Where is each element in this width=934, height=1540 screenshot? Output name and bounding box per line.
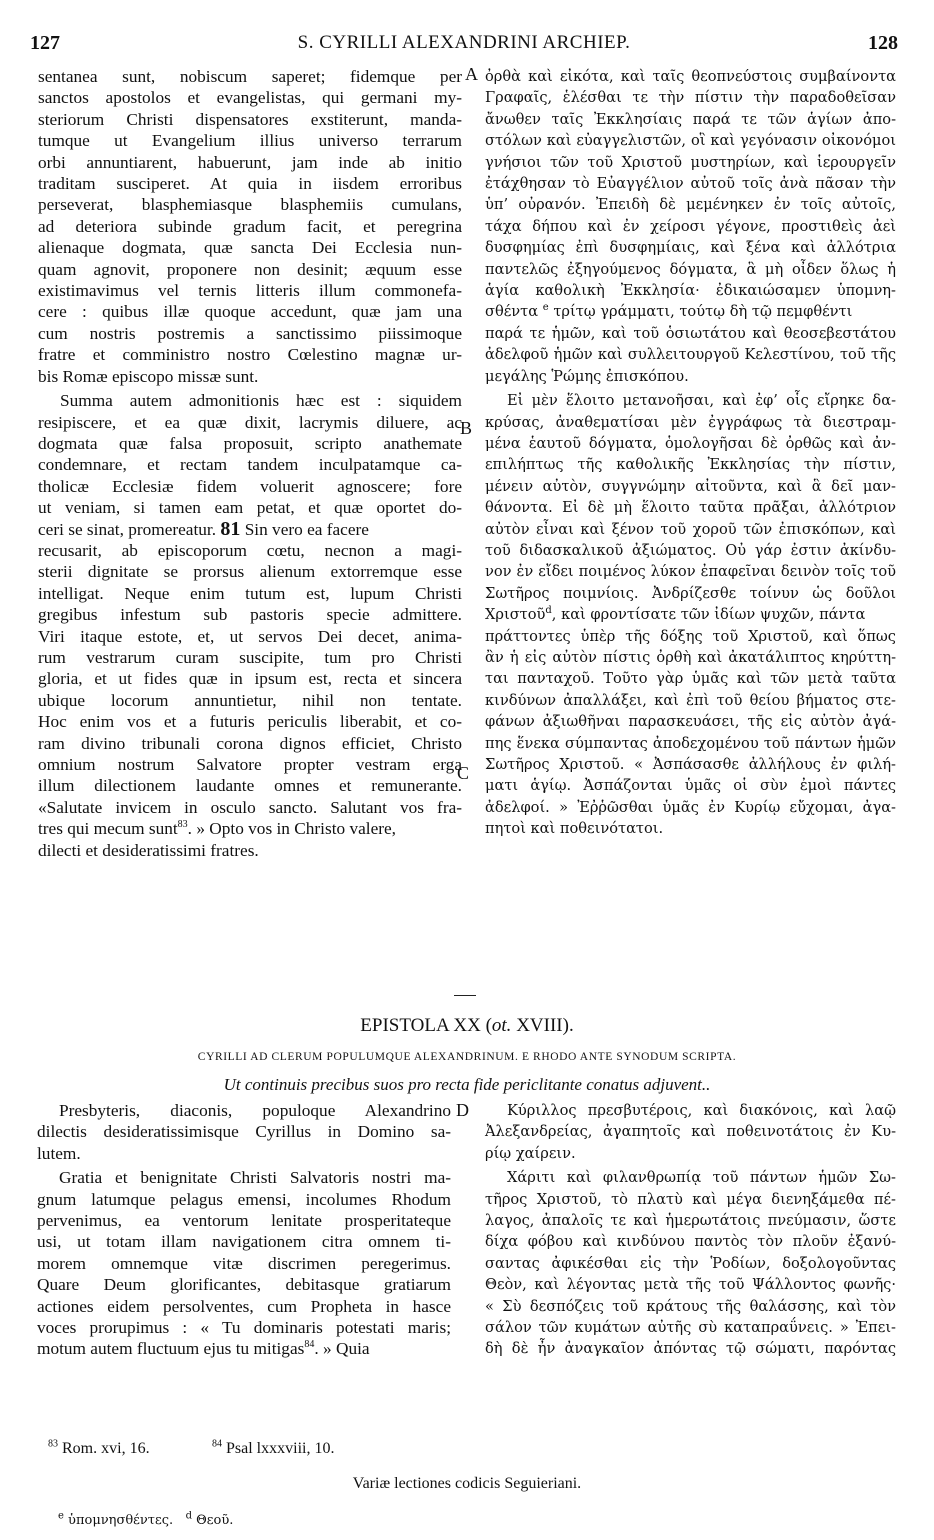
text-line: sentanea sunt, nobiscum saperet; fidemque per [38, 67, 462, 86]
footnote-ref: 83 [177, 819, 188, 831]
text-line: Viri itaque estote, et, ut servos Dei decet, anima- [38, 626, 462, 646]
text-line: steriorum Christi dispensatores exstiterunt, manda- [38, 109, 462, 129]
text-line: Χάριτι καὶ φιλανθρωπίᾳ τοῦ πάντων ἡμῶν Σω- [507, 1169, 896, 1187]
text-line: Presbyteris, diaconis, populoque Alexandrino [59, 1101, 451, 1120]
text-line: gregibus infestum sub pastoris specie admittere. [38, 605, 462, 625]
text-line: ματι ἁγίῳ. Ἀσπάζονται ὑμᾶς οἱ σὺν ἐμοὶ πάντες [485, 777, 896, 795]
text-line: κρύσας, ἀναθεματίσαι μὲν ἐγγράφως τὰ διεστραμ- [485, 413, 896, 431]
text-segment: Sin vero ea facere [244, 519, 369, 539]
text-line: illum dilectionem laudante omnes et remunerante. [38, 776, 462, 796]
text-line: Σωτῆρος Χριστοῦ. « Ἀσπάσασθε ἀλλήλους ἐν φιλή- [485, 756, 896, 773]
text-line: δυσφημίας ἐπὶ δυσφημίαις, καὶ ξένα καὶ ἀλλότρια [485, 239, 896, 257]
text-line: σάλον τῶν κυμάτων αὐτῆς σὺ καταπραΰνεις. » Ἐπει- [485, 1319, 896, 1337]
text-line: dilectis desideratissimisque Cyrillus in Domino sa- [37, 1122, 451, 1142]
footnote-text: Psal lxxxviii, 10. [222, 1440, 335, 1457]
text-line [485, 301, 896, 322]
text-line: sanctos apostolos et evangelistas, qui germani my- [38, 88, 462, 108]
text-line: Hoc enim vos et a futuris periculis liberabit, et co- [38, 712, 462, 732]
text-line: Σωτῆρος ποιμνίοις. Ἀνδρίζεσθε τοίνυν ὡς δοῦλοι [485, 584, 896, 602]
epistle-subtitle: CYRILLI AD CLERUM POPULUMQUE ALEXANDRINUM. E RHODO ANTE SYNODUM SCRIPTA. [197, 1051, 737, 1063]
page-header [30, 32, 898, 58]
text-line: ubique locorum annuntietur, nihil non tentate. [38, 690, 462, 710]
text-line: γνήσιοι τῶν τοῦ Χριστοῦ μυστηρίων, καὶ ἱερουργεῖν [485, 153, 896, 171]
text-line: actiones eidem persolventes, cum Propheta in hasce [37, 1296, 451, 1316]
text-line: ut veniam, si tamen eam petat, et quæ oportet do- [38, 498, 462, 518]
text-line: τάχα δήπου καὶ ἐν χείροσι γέγονε, προστιθεὶς ἀεὶ [485, 217, 896, 235]
text-line: Summa autem admonitionis hæc est : siquidem [60, 391, 462, 411]
text-line: παντελῶς ἐξηγούμενος δόγματα, ἃ μὴ οἶδεν ὅλως ἡ [485, 260, 896, 278]
text-line: πητοὶ καὶ ποθεινότατοι. [485, 820, 664, 838]
text-line: bis Romæ episcopo missæ sunt. [38, 366, 259, 386]
text-line: «Salutate invicem in osculo sancto. Salutant vos fra- [38, 797, 462, 817]
text-line: ἁγία καθολικὴ Ἐκκλησία· ἐδικαιώσαμεν ὑπομνη- [485, 282, 896, 300]
text-line: intelligat. Neque enim tutum est, lupum Christi [38, 583, 462, 603]
text-line: κινδύνων ἀπαλλάξει, καὶ ἐπὶ τοῦ θείου βήματος στε- [485, 691, 896, 709]
text-line: σαντας ἀφικέσθαι εἰς τὴν Ῥοδίων, δοξολογοῦντας [485, 1254, 896, 1272]
marker-c: C [457, 763, 470, 783]
text-segment: . » Quia [314, 1339, 370, 1359]
text-line: dogmata quæ falsa proposuit, scripto anathemate [38, 433, 462, 453]
variant-readings-heading: Variæ lectiones codicis Seguieriani. [352, 1475, 582, 1492]
latin-column-bottom [37, 1100, 451, 1360]
variant-text: Θεοῦ. [191, 1513, 234, 1528]
text-line: existimavimus vel ternis litteris illum commonefa- [38, 281, 462, 301]
variant-ref: d [545, 605, 552, 617]
footnote-text: Rom. xvi, 16. [58, 1440, 150, 1457]
text-line: morem omnemque vitæ discrimen peregerimus. [37, 1253, 451, 1273]
text-line: omnium nostrum Salvatore propter vestram erga [38, 755, 462, 774]
text-line: sterii dignitate se prorsus alienum extorremque esse [38, 562, 462, 582]
text-line: πης ἕνεκα σύμπαντας ἀποδεχομένου τοῦ πάντων ἡμῶν [485, 734, 896, 752]
text-line [37, 1338, 451, 1359]
text-line: ἀδελφοῦ ἡμῶν καὶ συλλειτουργοῦ Κελεστίνου, τοῦ τῆς [485, 346, 896, 364]
column-number: 81 [220, 517, 241, 540]
text-line: Γραφαῖς, ἑλέσθαι τε τὴν πίστιν τὴν παραδοθεῖσαν [485, 89, 896, 107]
text-line: μένα ἑαυτοῦ δόγματα, ὁμολογῆσαι δὲ ὀρθῶς καὶ ἀν- [485, 434, 896, 452]
variant-text: ὑπομνησθέντες. [63, 1513, 174, 1528]
footnote-ref: 84 [304, 1339, 315, 1351]
text-line: Θεὸν, καὶ λέγοντας μετὰ τῆς τοῦ Ψάλλοντος φωνῆς· [485, 1276, 896, 1294]
text-line: Εἰ μὲν ἕλοιτο μετανοῆσαι, καὶ ἐφ’ οἷς εἴρηκε δα- [507, 392, 896, 410]
text-line: dilecti et desideratissimi fratres. [38, 840, 259, 860]
text-line: usi, ut totam illam navigationem citra omnem ti- [37, 1232, 451, 1252]
text-line: νον ἐν εἴδει ποιμένος λύκον ἐπαφεῖναι δεινὸν τοῖς τοῦ [485, 563, 896, 581]
footnote-mark: 83 [48, 1438, 58, 1450]
text-line: tholicæ Ecclesiæ fidem voluerit agnoscere; fore [38, 476, 462, 496]
marker-d: D [456, 1100, 469, 1120]
text-line: μεγάλης Ῥώμης ἐπισκόπου. [485, 367, 689, 385]
text-segment: tres qui mecum sunt [38, 819, 178, 839]
text-line: θάνοντα. Εἰ δὲ μὴ ἕλοιτο ταῦτα πρᾶξαι, ἀλλότριον [485, 499, 896, 517]
epistle-title-main: EPISTOLA XX ( [360, 1015, 492, 1036]
footnote-84 [212, 1440, 334, 1458]
text-segment: σθέντα [485, 303, 539, 321]
text-line: recusarit, ab episcoporum cœtu, necnon a magi- [38, 540, 462, 560]
text-line: τοῦ διδασκαλικοῦ ἀξιώματος. Οὐ γάρ ἐστιν ἀκίνδυ- [485, 541, 896, 559]
text-line: Quare Deum glorificantes, debitasque gratiarum [37, 1275, 451, 1295]
text-line: τῆρος Χριστοῦ, τὸ πλατὺ καὶ μέγα διενηξάμεθα πέ- [485, 1190, 896, 1208]
text-line: ὑπ’ οὐρανόν. Ἐπειδὴ δὲ μεμένηκεν ἐν τοῖς αὐτοῖς, [485, 196, 896, 214]
text-line: gloria, et ut fides quæ in ipsum est, recta et sincera [38, 669, 462, 689]
greek-column-bottom [485, 1100, 896, 1360]
text-line: ἄνωθεν ταῖς Ἐκκλησίαις παρά τε τῶν ἁγίων ἀπο- [485, 110, 896, 128]
text-line: ρίῳ χαίρειν. [485, 1144, 576, 1162]
text-line: ται πανταχοῦ. Τοῦτο γὰρ ὑμᾶς καὶ τῶν μετὰ ταῦτα [485, 670, 896, 688]
text-line: ἀδελφοί. » Ἐῤῥῶσθαι ὑμᾶς ἐν Κυρίῳ εὔχομαι, ἀγα- [485, 798, 896, 816]
text-line: « Σὺ δεσπόζεις τοῦ κράτους τῆς θαλάσσης, καὶ τὸν [485, 1297, 896, 1315]
text-line: Κύριλλος πρεσβυτέροις, καὶ διακόνοις, καὶ λαῷ [507, 1102, 896, 1119]
marker-a: A [465, 64, 478, 84]
text-line: μένειν αὐτὸν, συγγνώμην αἰτοῦντα, καὶ ἃ δεῖ μαν- [485, 477, 896, 495]
text-line [485, 604, 896, 625]
text-line: ἂν ἡ εἰς αὐτὸν πίστις ὀρθὴ καὶ ἀκατάλιπτος κηρύττη- [485, 648, 896, 666]
footnote-mark: 84 [212, 1438, 222, 1450]
text-line: cum nostris postremis a sanctissimo piissimoque [38, 323, 462, 343]
epistle-title-end: XVIII). [511, 1015, 574, 1036]
text-line: tumque ut Evangelium illius universo terrarum [38, 131, 462, 151]
text-line: quam agnovit, proponere non desinit; æquum esse [38, 259, 462, 279]
text-segment: Χριστοῦ [485, 606, 546, 624]
text-line: traditam susciperet. At quia in iisdem erroribus [38, 174, 462, 194]
epistle-argument: Ut continuis precibus suos pro recta fide periclitante conatus adjuvent.. [223, 1075, 711, 1094]
marker-b: B [460, 418, 473, 438]
text-line [38, 519, 462, 540]
text-segment: motum autem fluctuum ejus tu mitigas [37, 1339, 305, 1359]
text-segment: τρίτῳ γράμματι, τούτῳ δὴ τῷ πεμφθέντι [553, 303, 853, 321]
latin-column-top [38, 66, 462, 861]
epistle-title-ot: ot. [491, 1015, 512, 1036]
text-line: resipiscere, et ea quæ dixit, lacrymis diluere, ac [38, 412, 462, 432]
text-segment: , καὶ φροντίσατε τῶν ἰδίων ψυχῶν, πάντα [551, 606, 866, 624]
text-line: δὴ δὲ ἦν ἀναγκαῖον ἀπόντας τῷ σώματι, παρόντας [485, 1340, 896, 1358]
text-line: perseverat, blasphemiasque blasphemiis cumulans, [38, 195, 462, 215]
text-line: στόλων καὶ εὐαγγελιστῶν, οἳ καὶ γεγόνασιν οἰκονόμοι [485, 132, 896, 150]
variant-mark: d [185, 1510, 192, 1522]
running-title: S. CYRILLI ALEXANDRINI ARCHIEP. [297, 32, 631, 53]
text-line: επιλήπτως τῆς καθολικῆς Ἐκκλησίας τὴν πίστιν, [485, 456, 896, 474]
text-line: orbi annuntiarent, habuerunt, jam inde ab initio [38, 152, 462, 172]
text-line: φάνων ἀξιωθῆναι παρασκευάσει, τῆς εἰς αὐτὸν ἀγά- [485, 713, 896, 731]
footnote-83 [48, 1440, 150, 1458]
text-line: ad deteriora subinde gradum facit, et peregrina [38, 216, 462, 236]
section-divider [454, 995, 476, 996]
text-line: lutem. [37, 1143, 81, 1163]
text-line: πράττοντες ὑπὲρ τῆς δόξης τοῦ Χριστοῦ, καὶ ὅπως [485, 627, 896, 645]
text-line: δίχα φόβου καὶ κινδύνου παντὸς τὸν πλοῦν ἐξανύ- [485, 1233, 896, 1251]
greek-column-top [485, 66, 896, 840]
text-line: rum vestrarum curam suscipite, tum pro Christi [38, 647, 462, 667]
variant-mark: e [58, 1510, 64, 1522]
right-page-number: 128 [868, 32, 898, 54]
text-line [38, 818, 462, 839]
epistle-title [0, 1015, 934, 1037]
variant-readings [58, 1510, 234, 1528]
text-line: Gratia et benignitate Christi Salvatoris nostri ma- [59, 1168, 451, 1188]
text-line: cere : quibus illæ quoque accedunt, quæ jam una [38, 302, 462, 322]
text-segment: ceri se sinat, promereatur. [38, 519, 217, 539]
text-line: alienaque dogmata, quæ sancta Dei Ecclesia nun- [38, 238, 462, 258]
text-segment: . » Opto vos in Christo valere, [187, 819, 396, 839]
text-line: ram divino tribunali corona dignos efficiet, Christo [38, 733, 462, 753]
variant-ref: e [542, 302, 549, 314]
text-line: condemnare, et rectam tandem inculpatamque ca- [38, 455, 462, 475]
text-line: λαγος, ἀπαλοῖς τε καὶ ἡμερωτάτοις πνεύμασιν, ὥστε [485, 1212, 896, 1230]
left-page-number: 127 [30, 32, 60, 54]
text-line: ἐτάχθησαν τὸ Εὐαγγέλιον αὐτοῦ τοῖς ἀνὰ πᾶσαν τὴν [485, 175, 896, 193]
text-line: ὀρθὰ καὶ εἰκότα, καὶ ταῖς θεοπνεύστοις συμβαίνοντα [485, 68, 896, 85]
text-line: gnum latumque pelagus emensi, incolumes Rhodum [37, 1189, 451, 1209]
text-line: παρά τε ἡμῶν, καὶ τοῦ ὁσιωτάτου καὶ θεοσεβεστάτου [485, 324, 896, 342]
text-line: fratre et comministro nostro Cœlestino magnæ ur- [38, 345, 462, 365]
text-line: Ἀλεξανδρείας, ἀγαπητοῖς καὶ ποθεινοτάτοις ἐν Κυ- [485, 1123, 896, 1141]
text-line: voces prorupimus : « Tu dominaris potestati maris; [37, 1318, 451, 1338]
text-line: pervenimus, ea ventorum lenitate prosperitateque [37, 1211, 451, 1231]
text-line: αὐτὸν εἶναι καὶ ξένον τοῦ χοροῦ τῶν ἐπισκόπων, καὶ [485, 520, 896, 538]
